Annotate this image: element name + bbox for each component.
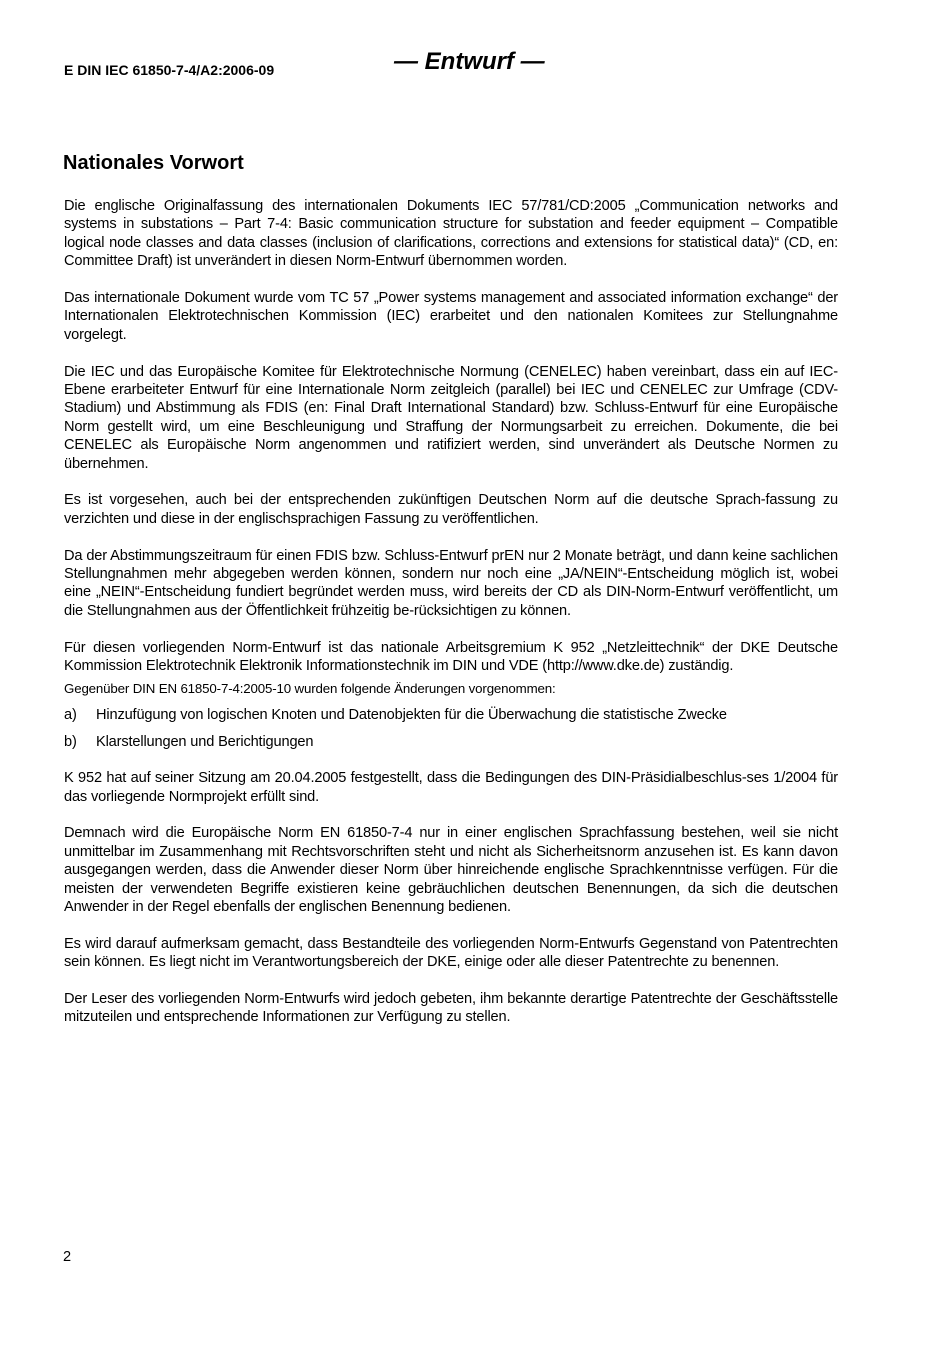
paragraph: Für diesen vorliegenden Norm-Entwurf ist das nationale Arbeitsgremium K 952 „Netzleittechnik“ der DKE Deutsche Kommission Elektrotechnik Elektronik Informationstechnik im DIN und VDE (http://www.dke.de) zuständig. <box>64 639 838 675</box>
list-item <box>64 706 838 724</box>
section-title: Nationales Vorwort <box>63 152 244 174</box>
draft-label: — Entwurf — <box>394 48 545 75</box>
paragraph: Der Leser des vorliegenden Norm-Entwurfs wird jedoch gebeten, ihm bekannte derartige Patentrechte der Geschäftsstelle mitzuteilen und entsprechende Informationen zur Verfügung zu stellen. <box>64 990 838 1026</box>
document-body <box>64 197 838 1045</box>
paragraph: Die IEC und das Europäische Komitee für Elektrotechnische Normung (CENELEC) haben vereinbart, dass ein auf IEC-Ebene erarbeiteter Entwurf für eine Internationale Norm zeitgleich (parallel) bei IEC und CENELEC zur Umfrage (CDV-Stadium) und Abstimmung als FDIS (en: Final Draft International Standard) bzw. Schluss-Entwurf für eine Europäische Norm gestellt wird, um eine Beschleunigung und Straffung der Normungsarbeit zu erreichen. Dokumente, die bei CENELEC als Europäische Norm angenommen und ratifiziert werden, sind unverändert als Deutsche Normen zu übernehmen. <box>64 363 838 472</box>
list-marker: b) <box>64 733 77 750</box>
list-item-text: Klarstellungen und Berichtigungen <box>96 733 314 750</box>
document-id: E DIN IEC 61850-7-4/A2:2006-09 <box>64 62 275 78</box>
paragraph: Demnach wird die Europäische Norm EN 61850-7-4 nur in einer englischen Sprachfassung bestehen, weil sie nicht unmittelbar im Zusammenhang mit Rechtsvorschriften steht und nicht als Sicherheitsnorm anzusehen ist. Es kann davon ausgegangen werden, dass die Anwender dieser Norm über hinreichende englische Sprachkenntnisse verfügen. Für die meisten der verwendeten Begriffe existieren keine gebräuchlichen deutschen Benennungen, da sich die deutschen Anwender in der Regel ebenfalls der englischen Benennung bedienen. <box>64 825 838 915</box>
changes-list <box>64 706 838 751</box>
list-marker: a) <box>64 707 77 724</box>
paragraph: Das internationale Dokument wurde vom TC 57 „Power systems management and associated information exchange“ der Internationalen Elektrotechnischen Kommission (IEC) erarbeitet und den nationalen Komitees zur Stellungnahme vorgelegt. <box>64 290 838 343</box>
paragraph: Die englische Originalfassung des internationalen Dokuments IEC 57/781/CD:2005 „Communication networks and systems in substations – Part 7-4: Basic communication structure for substation and feeder equipment – Compatible logical node classes and data classes (inclusion of clarifications, corrections and extensions for statistical data)“ (CD, en: Committee Draft) ist unverändert in diesen Norm-Entwurf übernommen worden. <box>64 198 838 270</box>
list-item-text: Hinzufügung von logischen Knoten und Datenobjekten für die Überwachung die statistische Zwecke <box>96 707 727 724</box>
paragraph: Es ist vorgesehen, auch bei der entsprechenden zukünftigen Deutschen Norm auf die deutsche Sprach-fassung zu verzichten und diese in der englischsprachigen Fassung zu veröffentlichen. <box>64 492 838 527</box>
paragraph: K 952 hat auf seiner Sitzung am 20.04.2005 festgestellt, dass die Bedingungen des DIN-Präsidialbeschlus-ses 1/2004 für das vorliegende Normprojekt erfüllt sind. <box>64 770 838 805</box>
list-item <box>64 733 838 751</box>
paragraph: Da der Abstimmungszeitraum für einen FDIS bzw. Schluss-Entwurf prEN nur 2 Monate beträgt, und dann keine sachlichen Stellungnahmen mehr abgegeben werden können, sondern nur noch eine „JA/NEIN“-Entscheidung möglich ist, wobei eine „NEIN“-Entscheidung fundiert begründet werden muss, wird bereits der CD als DIN-Norm-Entwurf veröffentlicht, um die Stellungnahmen aus der Öffentlichkeit frühzeitig be-rücksichtigen zu können. <box>64 547 838 619</box>
paragraph: Es wird darauf aufmerksam gemacht, dass Bestandteile des vorliegenden Norm-Entwurfs Gegenstand von Patentrechten sein können. Es liegt nicht im Verantwortungsbereich der DKE, einige oder alle dieser Patentrechte zu benennen. <box>64 935 838 971</box>
changes-intro: Gegenüber DIN EN 61850-7-4:2005-10 wurden folgende Änderungen vorgenommen: <box>64 680 556 696</box>
page-number: 2 <box>63 1249 72 1265</box>
